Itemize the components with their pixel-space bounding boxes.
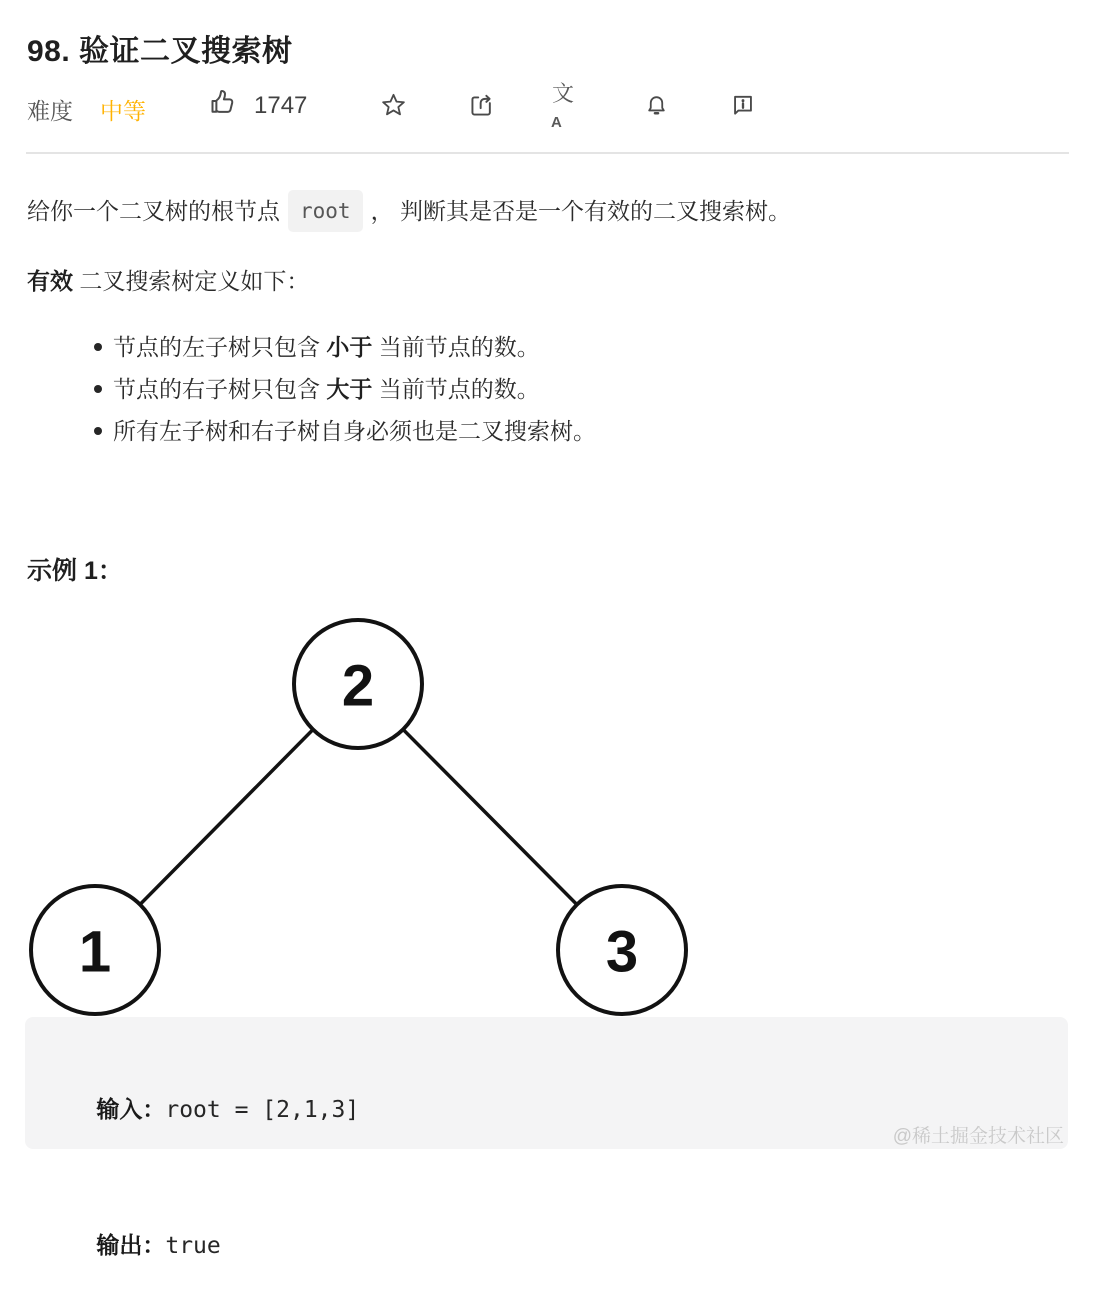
input-label: 输入： xyxy=(96,1096,166,1122)
difficulty-badge: 中等 xyxy=(100,98,146,124)
rule-keyword: 大于 xyxy=(326,376,373,402)
svg-text:1: 1 xyxy=(78,919,112,985)
rule-text: 当前节点的数。 xyxy=(372,376,540,402)
rule-item-right-subtree xyxy=(27,368,596,410)
statement-text-after: ， 判断其是否是一个有效的二叉搜索树。 xyxy=(370,198,791,224)
example-1-heading: 示例 1： xyxy=(27,557,123,585)
definition-intro xyxy=(27,263,309,299)
example-output-line xyxy=(58,1178,1068,1314)
svg-text:3: 3 xyxy=(605,919,639,985)
tree-node-right xyxy=(558,886,686,1014)
feedback-bubble-icon[interactable] xyxy=(728,90,758,120)
output-value: true xyxy=(165,1233,221,1259)
like-button[interactable] xyxy=(208,88,307,123)
rule-keyword: 小于 xyxy=(326,334,373,360)
translate-glyph-sub: A xyxy=(551,114,562,131)
translate-glyph-main: 文 xyxy=(552,81,575,106)
watermark: @稀土掘金技术社区 xyxy=(892,1126,1064,1147)
tree-node-root xyxy=(294,620,422,748)
tree-node-left xyxy=(31,886,159,1014)
divider xyxy=(26,152,1069,154)
difficulty-label: 难度 xyxy=(27,98,73,124)
statement-text-before: 给你一个二叉树的根节点 xyxy=(27,198,280,224)
binary-tree-diagram xyxy=(0,600,730,1030)
bst-rules-list xyxy=(27,326,596,452)
input-value: root = [2,1,3] xyxy=(165,1097,360,1123)
star-icon[interactable] xyxy=(378,90,408,120)
translate-icon[interactable] xyxy=(551,81,582,131)
definition-intro-bold: 有效 xyxy=(27,268,73,294)
meta-toolbar xyxy=(0,81,1094,131)
rule-item-left-subtree xyxy=(27,326,596,368)
rule-text: 节点的右子树只包含 xyxy=(113,376,327,402)
thumbs-up-icon xyxy=(208,88,238,123)
share-icon[interactable] xyxy=(466,90,496,120)
rule-text: 节点的左子树只包含 xyxy=(113,334,327,360)
rule-text: 当前节点的数。 xyxy=(372,334,540,360)
definition-intro-rest: 二叉搜索树定义如下： xyxy=(73,268,310,294)
page-title: 98. 验证二叉搜索树 xyxy=(27,35,293,68)
inline-code-root: root xyxy=(288,190,363,232)
output-label: 输出： xyxy=(96,1232,166,1258)
bell-icon[interactable] xyxy=(641,90,671,120)
like-count: 1747 xyxy=(254,91,308,119)
example-input-line xyxy=(58,1042,1068,1178)
svg-text:2: 2 xyxy=(341,653,375,719)
rule-item-recursive xyxy=(27,410,596,452)
rule-text: 所有左子树和右子树自身必须也是二叉搜索树。 xyxy=(113,418,596,444)
problem-statement xyxy=(27,190,791,232)
